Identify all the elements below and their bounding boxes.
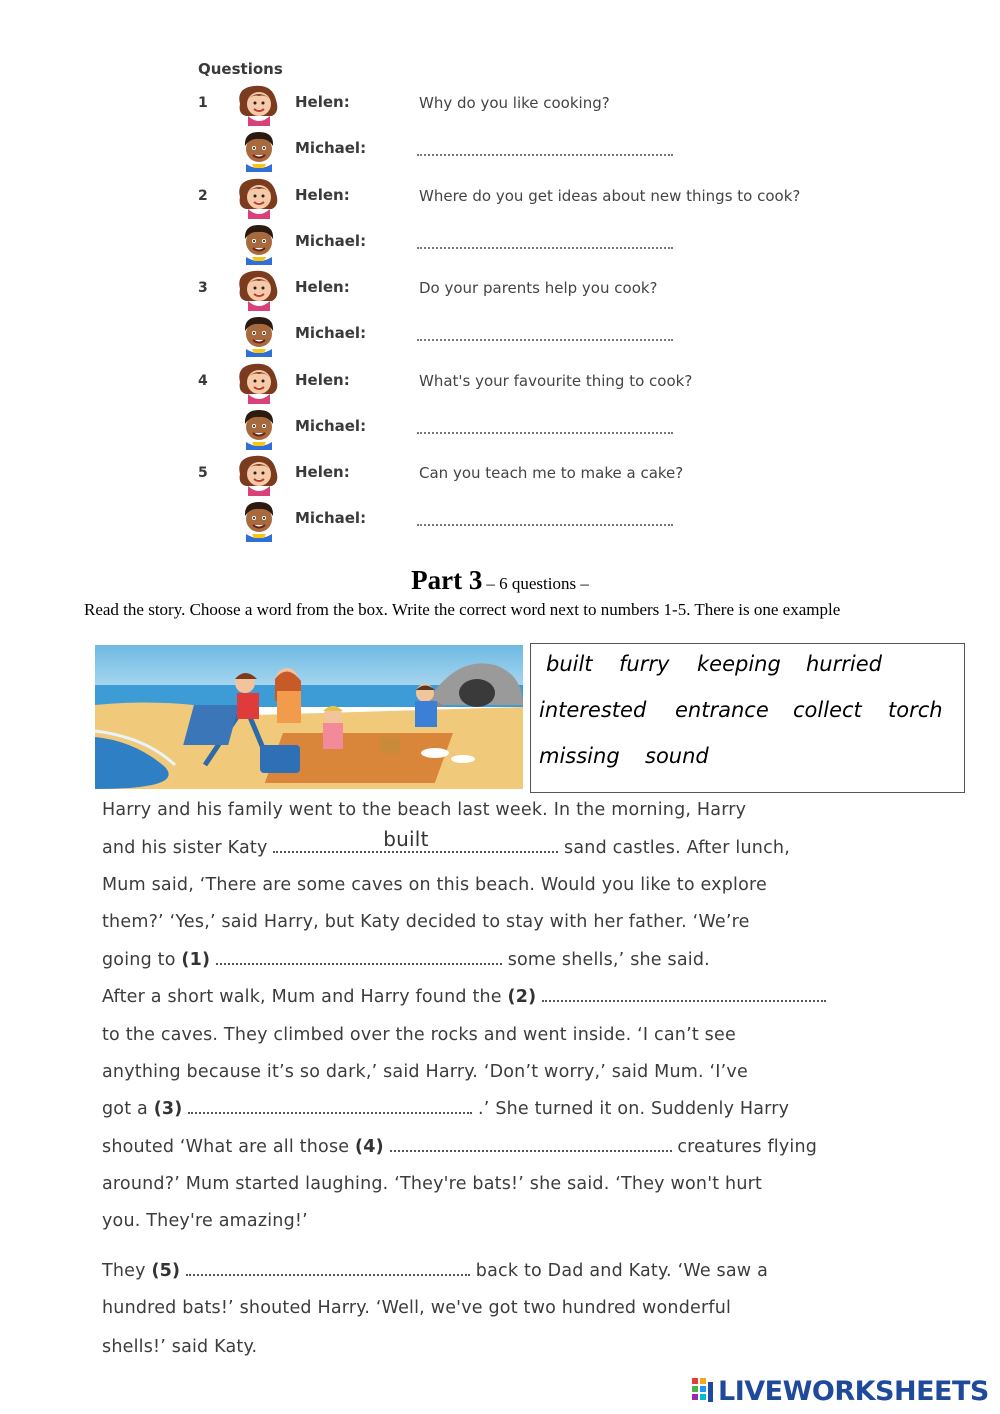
question-row [196,452,896,498]
question-text: Where do you get ideas about new things to cook? [419,187,801,205]
helen-avatar-icon [232,175,286,219]
answer-blank-1[interactable] [216,951,502,965]
question-text: Can you teach me to make a cake? [419,464,684,482]
question-number: 2 [198,188,208,204]
story-line: Harry and his family went to the beach last week. In the morning, Harry [102,800,747,820]
word-option: sound [645,744,709,768]
answer-line[interactable] [417,339,673,341]
speaker-name: Michael: [295,509,367,527]
example-answer-blank [273,827,558,853]
answer-row [196,128,896,174]
part-subtitle: – 6 questions – [486,574,589,593]
answer-row [196,221,896,267]
logo-icon [692,1378,714,1404]
speaker-name: Michael: [295,232,367,250]
question-text: Why do you like cooking? [419,94,610,112]
question-text: Do your parents help you cook? [419,279,658,297]
gap-number-5: (5) [151,1261,181,1281]
word-option: collect [793,698,862,722]
gap-number-1: (1) [181,950,211,970]
speaker-name: Michael: [295,417,367,435]
story-text: got a [102,1099,148,1119]
liveworksheets-logo [692,1374,989,1408]
speaker-name: Michael: [295,324,367,342]
question-row [196,82,896,128]
story-line: you. They're amazing!’ [102,1211,308,1231]
story-line [102,1137,817,1157]
answer-blank-5[interactable] [186,1262,470,1276]
word-option: missing [539,744,620,768]
word-option: entrance [675,698,769,722]
story-text: some shells,’ she said. [507,950,710,970]
helen-avatar-icon [232,82,286,126]
word-option: interested [539,698,647,722]
answer-row [196,498,896,544]
word-option: torch [888,698,943,722]
story-text: sand castles. After lunch, [564,838,790,858]
speaker-name: Michael: [295,139,367,157]
answer-blank-4[interactable] [390,1138,672,1152]
story-line [102,950,710,970]
story-line: Mum said, ‘There are some caves on this beach. Would you like to explore [102,875,767,895]
michael-avatar-icon [232,221,286,265]
logo-text: LIVEWORKSHEETS [718,1375,989,1407]
story-line: to the caves. They climbed over the rocks and went inside. ‘I can’t see [102,1025,736,1045]
story-text: They [102,1261,146,1281]
answer-row [196,313,896,359]
answer-row [196,406,896,452]
gap-number-2: (2) [507,987,537,1007]
speaker-name: Helen: [295,463,350,481]
question-number: 5 [198,465,208,481]
question-number: 3 [198,280,208,296]
story-text: and his sister Katy [102,838,268,858]
answer-line[interactable] [417,154,673,156]
helen-avatar-icon [232,360,286,404]
word-option: furry [619,652,670,676]
story-line: them?’ ‘Yes,’ said Harry, but Katy decided to stay with her father. ‘We’re [102,912,750,932]
speaker-name: Helen: [295,93,350,111]
gap-number-3: (3) [153,1099,183,1119]
story-line: anything because it’s so dark,’ said Harry. ‘Don’t worry,’ said Mum. ‘I’ve [102,1062,748,1082]
part-title [0,565,1000,596]
question-text: What's your favourite thing to cook? [419,372,693,390]
story-line: hundred bats!’ shouted Harry. ‘Well, we've got two hundred wonderful [102,1298,732,1318]
story-text: creatures flying [677,1137,818,1157]
example-answer: built [383,827,429,851]
gap-number-4: (4) [355,1137,384,1157]
story-line: around?’ Mum started laughing. ‘They're bats!’ she said. ‘They won't hurt [102,1174,763,1194]
speaker-name: Helen: [295,278,350,296]
answer-blank-2[interactable] [542,988,826,1002]
answer-blank-3[interactable] [188,1100,472,1114]
word-option: hurried [806,652,882,676]
speaker-name: Helen: [295,371,350,389]
story-text: shouted ‘What are all those [102,1137,350,1157]
story-line [102,1099,789,1119]
word-box [530,643,965,793]
michael-avatar-icon [232,313,286,357]
question-row [196,175,896,221]
michael-avatar-icon [232,406,286,450]
story-text: .’ She turned it on. Suddenly Harry [478,1099,790,1119]
word-option: built [546,652,593,676]
answer-line[interactable] [417,432,673,434]
question-row [196,267,896,313]
word-option: keeping [697,652,781,676]
story-line [102,827,790,858]
helen-avatar-icon [232,267,286,311]
story-text: After a short walk, Mum and Harry found the [102,987,502,1007]
question-number: 4 [198,373,208,389]
beach-picnic-illustration [95,645,523,789]
instructions: Read the story. Choose a word from the box. Write the correct word next to numbers 1-5. There is one example [84,600,841,619]
story-text: going to [102,950,176,970]
story-line [102,987,826,1007]
part-number: Part 3 [411,565,483,595]
answer-line[interactable] [417,524,673,526]
michael-avatar-icon [232,498,286,542]
question-number: 1 [198,95,208,111]
story-line [102,1261,768,1281]
helen-avatar-icon [232,452,286,496]
story-line: shells!’ said Katy. [102,1337,258,1357]
questions-title: Questions [198,60,283,78]
answer-line[interactable] [417,247,673,249]
question-row [196,360,896,406]
story-text: back to Dad and Katy. ‘We saw a [475,1261,768,1281]
michael-avatar-icon [232,128,286,172]
speaker-name: Helen: [295,186,350,204]
